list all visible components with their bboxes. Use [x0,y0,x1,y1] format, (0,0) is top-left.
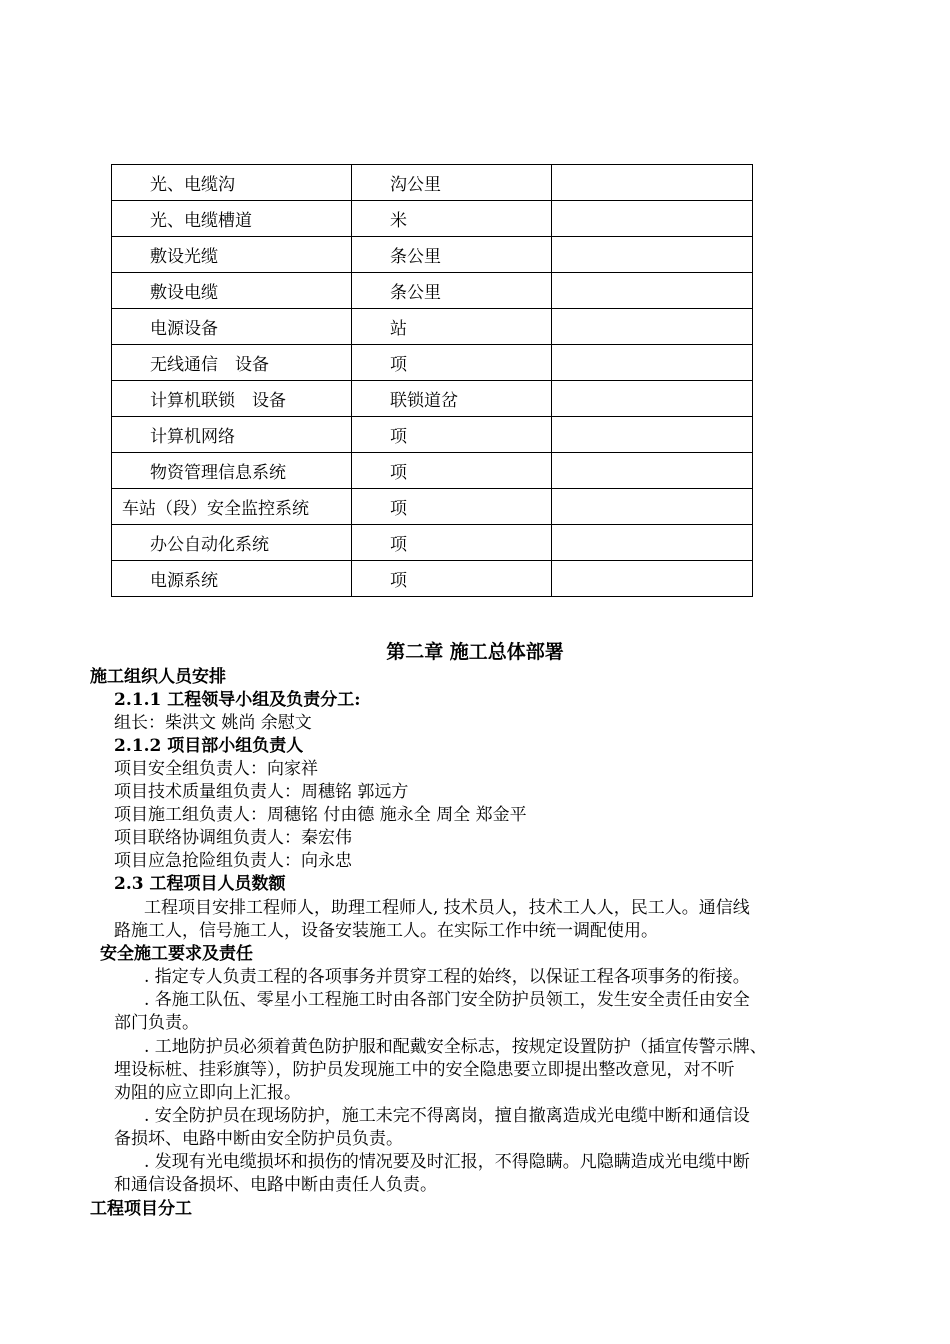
quantity-cell [552,381,753,417]
quantity-cell [552,525,753,561]
subheading-212: 2.1.2 项目部小组负责人 [114,736,304,756]
item-cell: 物资管理信息系统 [112,453,352,489]
subheading-23: 2.3 工程项目人员数额 [114,874,286,894]
item-cell: 车站（段）安全监控系统 [112,489,352,525]
unit-cell: 项 [352,561,552,597]
table-row [112,453,753,489]
safety-item-5-line-1: . 发现有光电缆损坏和损伤的情况要及时汇报，不得隐瞒。凡隐瞒造成光电缆中断 [144,1152,750,1172]
unit-cell: 项 [352,489,552,525]
table-row [112,201,753,237]
quantity-cell [552,489,753,525]
quantity-cell [552,453,753,489]
item-cell: 计算机联锁 设备 [112,381,352,417]
quantity-cell [552,417,753,453]
item-cell: 办公自动化系统 [112,525,352,561]
table-row [112,309,753,345]
items-table-body [112,165,753,597]
unit-cell: 项 [352,525,552,561]
leaders-line: 组长：柴洪文 姚尚 余慰文 [114,713,312,733]
quantity-cell [552,273,753,309]
safety-item-3-line-1: . 工地防护员必须着黄色防护服和配戴安全标志，按规定设置防护（插宣传警示牌、 [144,1037,767,1057]
safety-item-3-line-3: 劝阻的应立即向上汇报。 [114,1083,301,1103]
unit-cell: 条公里 [352,273,552,309]
quantity-cell [552,165,753,201]
table-row [112,417,753,453]
item-cell: 电源系统 [112,561,352,597]
build-lead-line: 项目施工组负责人：周穗铭 付由德 施永全 周全 郑金平 [114,805,527,825]
safety-item-4-line-2: 备损坏、电路中断由安全防护员负责。 [114,1129,403,1149]
items-table [111,164,753,597]
unit-cell: 项 [352,453,552,489]
section-heading-safety: 安全施工要求及责任 [100,944,253,964]
quantity-cell [552,561,753,597]
section-heading-staff: 施工组织人员安排 [90,667,226,687]
unit-cell: 条公里 [352,237,552,273]
item-cell: 电源设备 [112,309,352,345]
emergency-lead-line: 项目应急抢险组负责人：向永忠 [114,851,352,871]
item-cell: 敷设电缆 [112,273,352,309]
quantity-cell [552,345,753,381]
unit-cell: 站 [352,309,552,345]
item-cell: 计算机网络 [112,417,352,453]
table-row [112,489,753,525]
chapter-title: 第二章 施工总体部署 [386,641,564,663]
table-row [112,237,753,273]
table-row [112,381,753,417]
staff-paragraph-line-1: 工程项目安排工程师人，助理工程师人, 技术员人，技术工人人，民工人。通信线 [144,898,750,918]
liaison-lead-line: 项目联络协调组负责人：秦宏伟 [114,828,352,848]
quantity-cell [552,201,753,237]
safety-item-2-line-1: . 各施工队伍、零星小工程施工时由各部门安全防护员领工，发生安全责任由安全 [144,990,750,1010]
safety-item-3-line-2: 埋设标桩、挂彩旗等），防护员发现施工中的安全隐患要立即提出整改意见，对不听 [114,1060,735,1080]
table-row [112,561,753,597]
subheading-211: 2.1.1 工程领导小组及负责分工: [114,690,361,710]
unit-cell: 米 [352,201,552,237]
item-cell: 光、电缆槽道 [112,201,352,237]
table-row [112,165,753,201]
table-row [112,525,753,561]
safety-item-2-line-2: 部门负责。 [114,1013,199,1033]
safety-item-1: . 指定专人负责工程的各项事务并贯穿工程的始终，以保证工程各项事务的衔接。 [144,967,750,987]
item-cell: 无线通信 设备 [112,345,352,381]
unit-cell: 项 [352,417,552,453]
safety-item-4-line-1: . 安全防护员在现场防护，施工未完不得离岗，擅自撤离造成光电缆中断和通信设 [144,1106,750,1126]
item-cell: 敷设光缆 [112,237,352,273]
section-heading-division: 工程项目分工 [90,1199,192,1219]
tech-lead-line: 项目技术质量组负责人：周穗铭 郭远方 [114,782,409,802]
safety-lead-line: 项目安全组负责人：向家祥 [114,759,318,779]
unit-cell: 项 [352,345,552,381]
table-row [112,345,753,381]
quantity-cell [552,309,753,345]
staff-paragraph-line-2: 路施工人，信号施工人，设备安装施工人。在实际工作中统一调配使用。 [114,921,658,941]
item-cell: 光、电缆沟 [112,165,352,201]
unit-cell: 联锁道岔 [352,381,552,417]
unit-cell: 沟公里 [352,165,552,201]
safety-item-5-line-2: 和通信设备损坏、电路中断由责任人负责。 [114,1175,437,1195]
quantity-cell [552,237,753,273]
table-row [112,273,753,309]
